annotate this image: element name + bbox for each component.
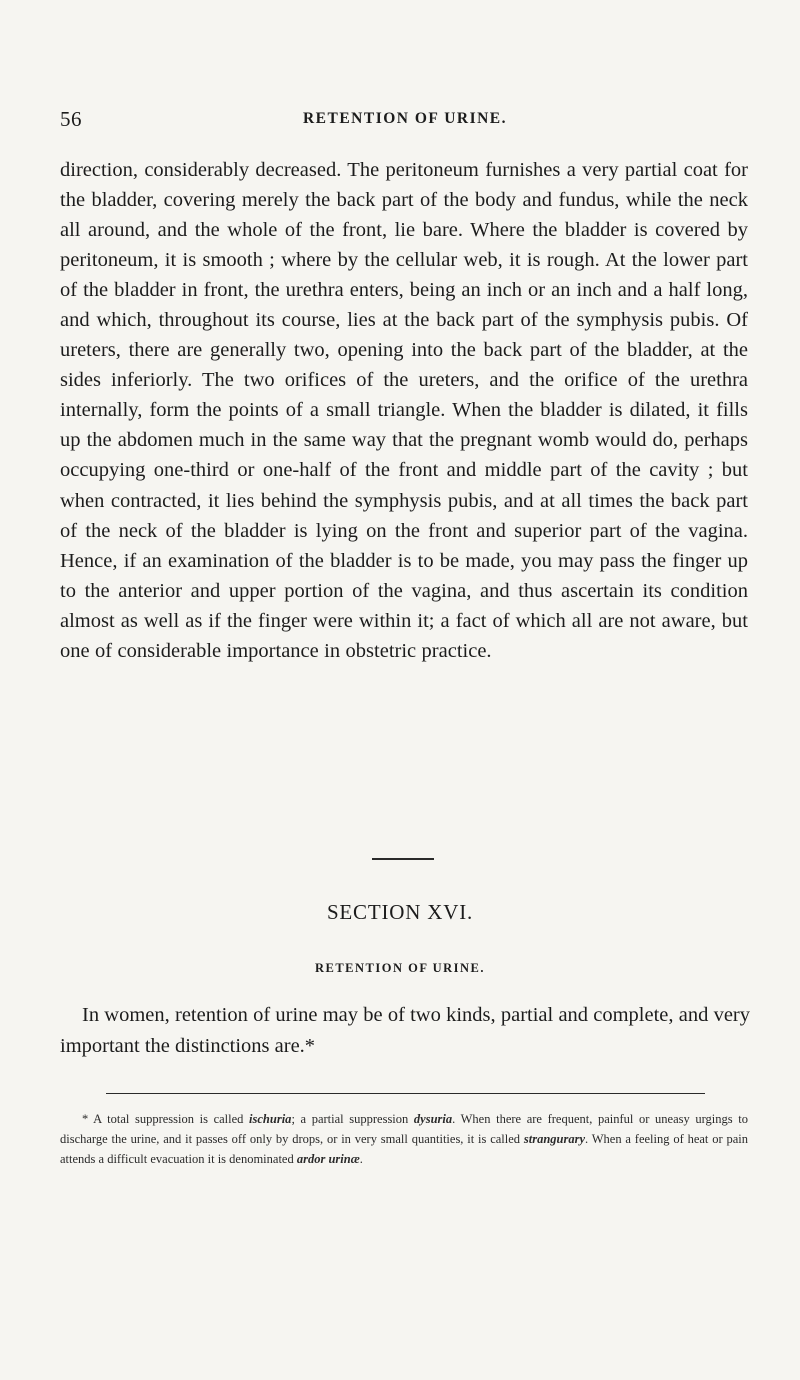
footnote-marker: * (82, 1112, 89, 1126)
footnote-term-ischuria: ischuria (249, 1112, 292, 1126)
footnote-text-2: ; a partial suppression (291, 1112, 414, 1126)
section-paragraph: In women, retention of urine may be of two kinds, partial and complete, and very important the distinctions are.* (60, 1004, 750, 1057)
footnote-term-ardor-urinae: ardor urinæ (296, 1152, 360, 1167)
footnote-term-dysuria: dysuria (413, 1112, 453, 1126)
footnote-term-strangurary: strangurary (523, 1132, 586, 1147)
footnote (60, 1109, 748, 1170)
body-paragraph: direction, considerably decreased. The peritoneum furnishes a very partial coat for the bladder, covering merely the back part of the body and fundus, while the neck all around, and the whole of the front, lie bare. Where the bladder is covered by peritoneum, it is smooth ; where by the cellular web, it is rough. At the lower part of the bladder in front, the urethra enters, being an inch or an inch and a half long, and which, throughout its course, lies at the back part of the symphysis pubis. Of ureters, there are generally two, opening into the back part of the bladder, at the sides inferiorly. The two orifices of the ureters, and the orifice of the urethra internally, form the points of a small triangle. When the bladder is dilated, it fills up the abdomen much in the same way that the pregnant womb would do, perhaps occupying one-third or one-half of the front and middle part of the cavity ; but when contracted, it lies behind the symphysis pubis, and at all times the back part of the neck of the bladder is lying on the front and superior part of the vagina. Hence, if an examination of the bladder is to be made, you may pass the finger up to the anterior and upper portion of the vagina, and thus ascertain its condition almost as well as if the finger were within it; a fact of which all are not aware, but one of considerable importance in obstetric practice. (60, 159, 748, 662)
footnote-text-3: . When there are frequent, painful or uneasy urgings to discharge the urine, and it passes off only by drops, or in very small quantities, it is called (60, 1112, 748, 1147)
running-header (60, 107, 750, 137)
section-subheading: RETENTION OF URINE. (314, 961, 486, 975)
footnote-text-4: . When a feeling of heat or pain attends a difficult evacuation it is denominated (60, 1132, 748, 1167)
footnote-text-1: A total suppression is called (88, 1112, 250, 1126)
running-title: RETENTION OF URINE. (302, 110, 508, 127)
footnote-text-5: . (359, 1152, 363, 1167)
footnote-divider (106, 1093, 705, 1094)
section-heading: SECTION XVI. (326, 900, 474, 924)
section-divider (372, 858, 434, 860)
page-number: 56 (60, 107, 82, 131)
